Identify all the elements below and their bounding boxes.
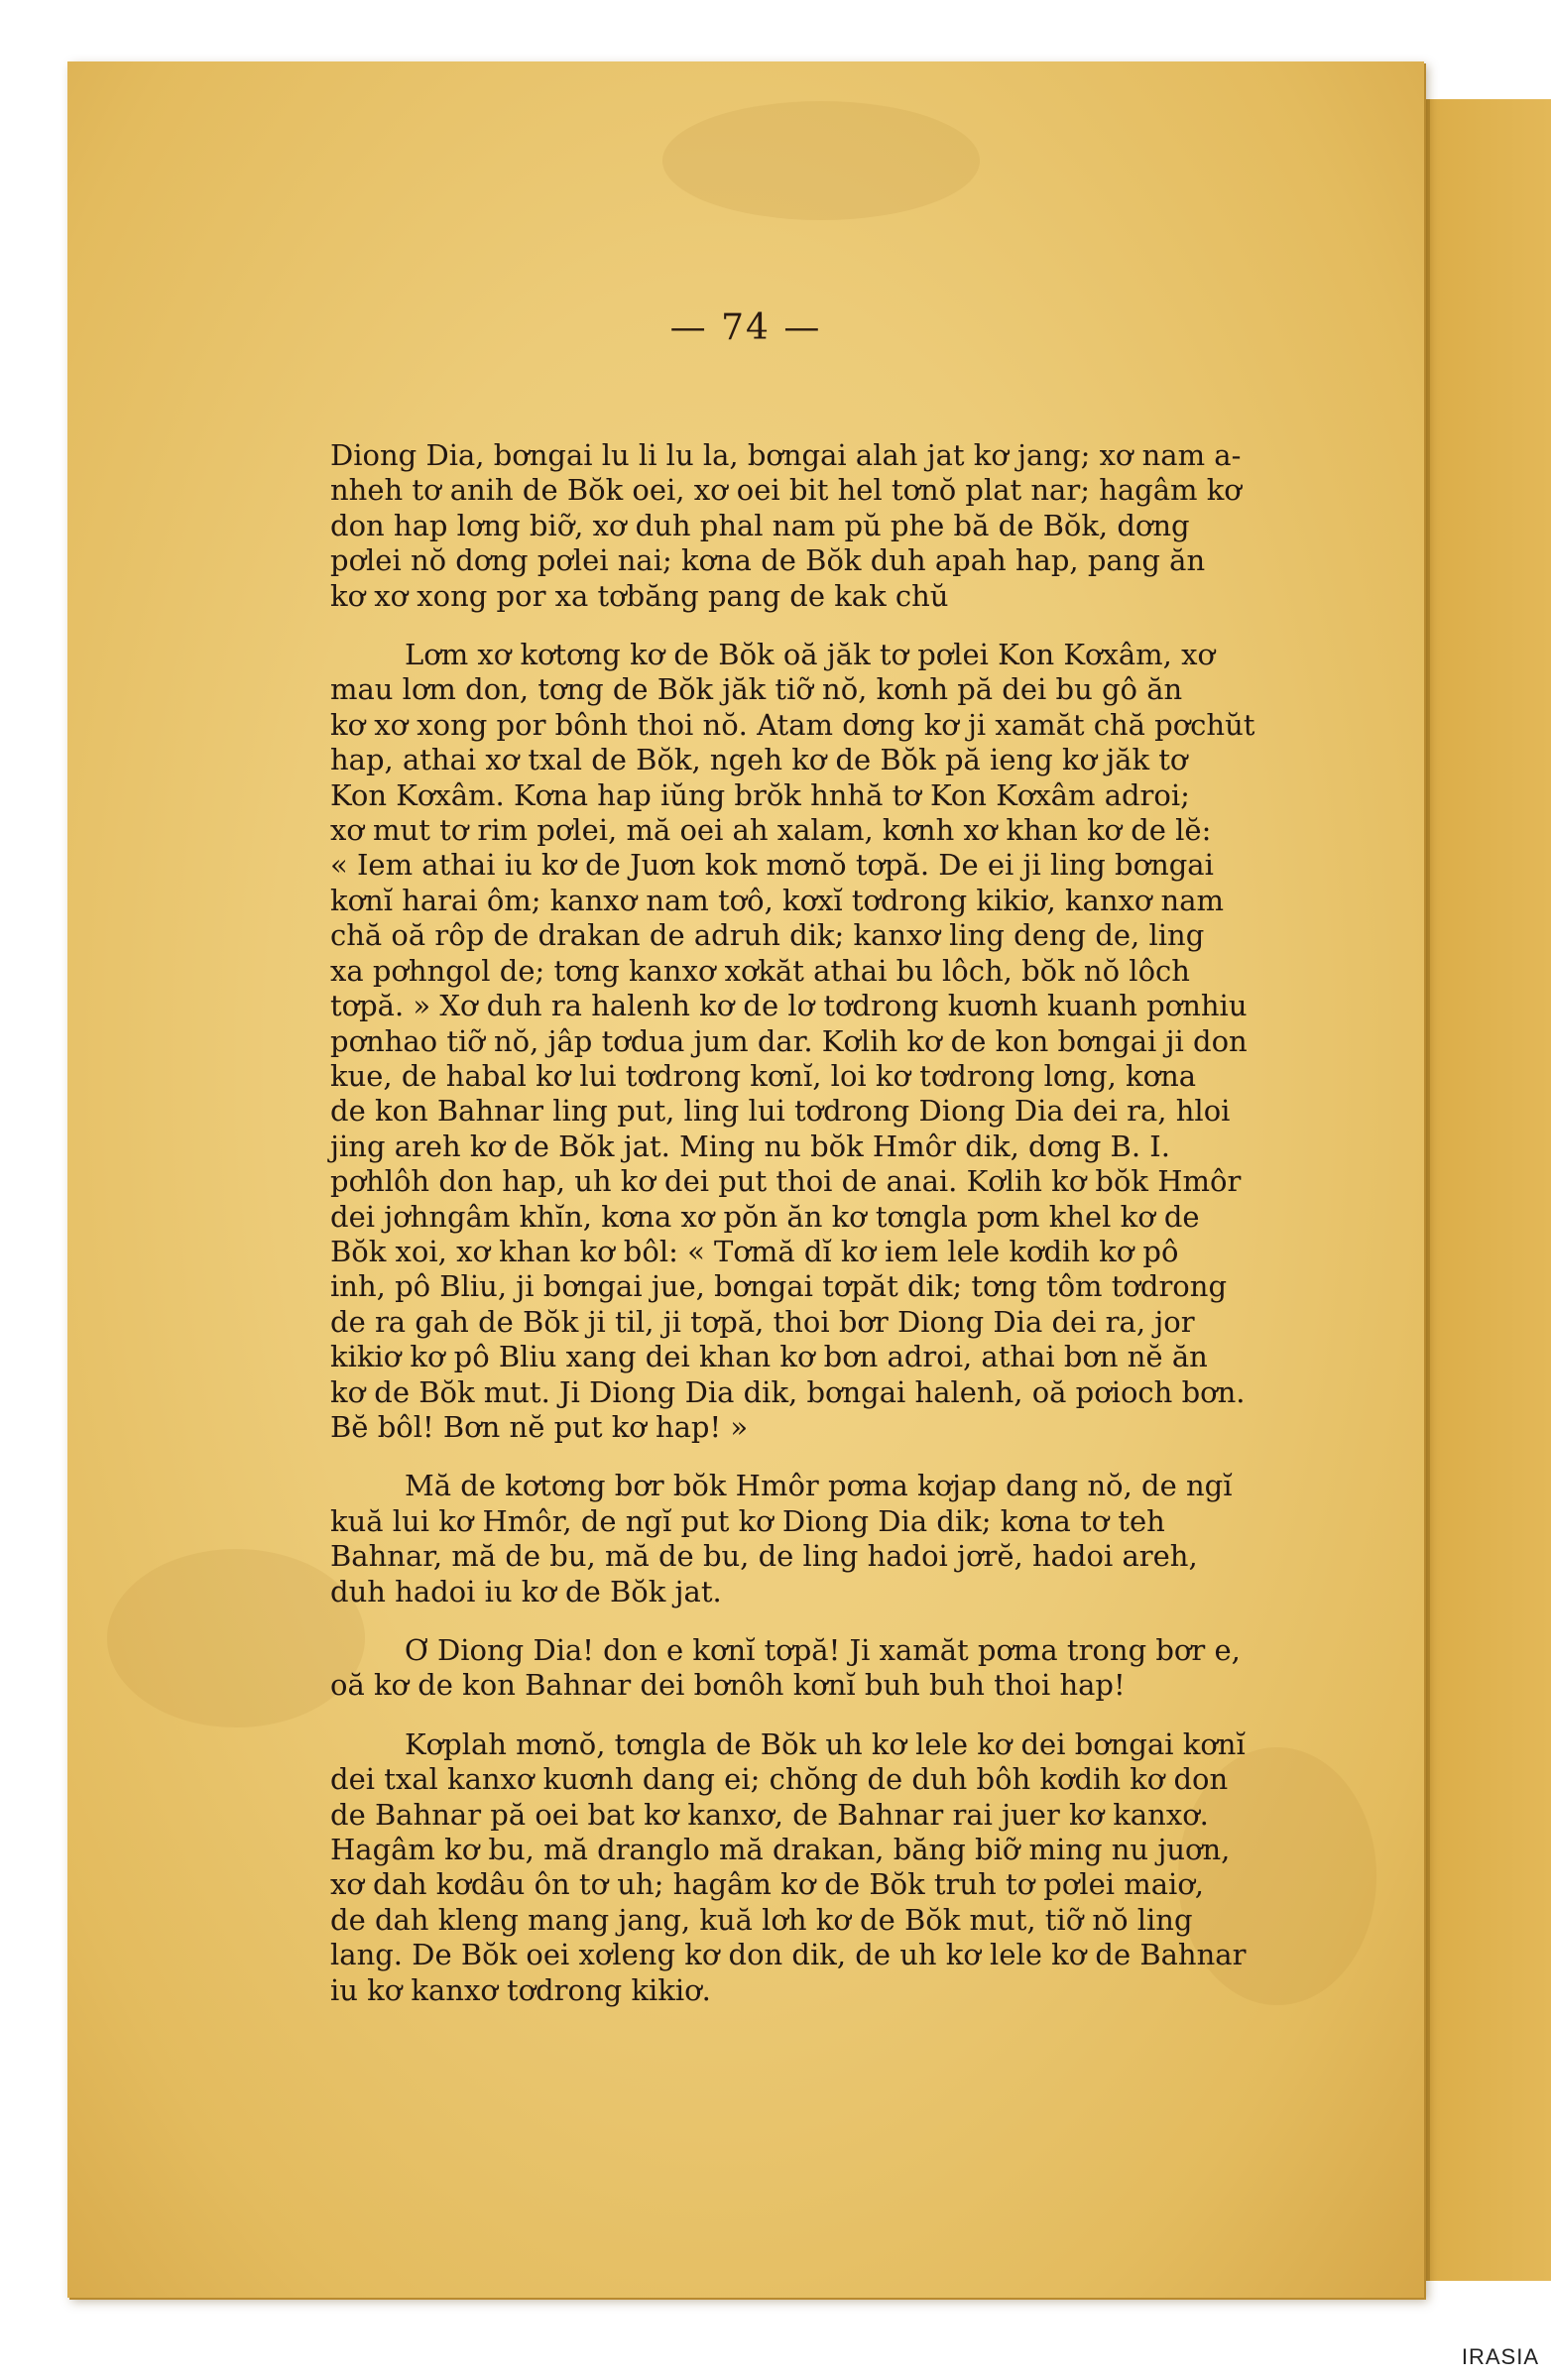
paragraph-3	[330, 1469, 1317, 1609]
text-line: kikiơ kơ pô Bliu xang dei khan kơ bơn adroi, athai bơn nĕ ăn	[330, 1340, 1208, 1374]
text-line: Bahnar, mă de bu, mă de bu, de ling hadoi jơrĕ, hadoi areh,	[330, 1539, 1198, 1574]
paper-stain	[662, 101, 980, 220]
text-line: Lơm xơ kơtơng kơ de Bŏk oă jăk tơ pơlei Kon Kơxâm, xơ	[405, 638, 1215, 672]
text-line: jing areh kơ de Bŏk jat. Ming nu bŏk Hmôr dik, dơng B. I.	[330, 1129, 1170, 1163]
text-line: nheh tơ anih de Bŏk oei, xơ oei bit hel tơnŏ plat nar; hagâm kơ	[330, 473, 1242, 508]
text-line: mau lơm don, tơng de Bŏk jăk tiỡ nŏ, kơnh pă dei bu gô ăn	[330, 672, 1183, 707]
text-line: duh hadoi iu kơ de Bŏk jat.	[330, 1574, 722, 1608]
text-line: Bĕ bôl! Bơn nĕ put kơ hap! »	[330, 1409, 749, 1444]
paragraph-4	[330, 1633, 1317, 1704]
text-line: Hagâm kơ bu, mă dranglo mă drakan, băng biỡ ming nu juơn,	[330, 1833, 1231, 1867]
text-line: iu kơ kanxơ tơdrong kikiơ.	[330, 1972, 711, 2007]
text-line: tơpă. » Xơ duh ra halenh kơ de lơ tơdrong kuơnh kuanh pơnhiu	[330, 989, 1248, 1023]
text-line: kơ xơ xong por xa tơbăng pang de kak chŭ	[330, 578, 949, 613]
text-line: don hap lơng biỡ, xơ duh phal nam pŭ phe bă de Bŏk, dơng	[330, 508, 1190, 542]
text-line: inh, pô Bliu, ji bơngai jue, bơngai tơpăt dik; tơng tôm tơdrong	[330, 1269, 1228, 1304]
text-line: Bŏk xoi, xơ khan kơ bôl: « Tơmă dĭ kơ iem lele kơdih kơ pô	[330, 1234, 1179, 1268]
text-line: kơ xơ xong por bônh thoi nŏ. Atam dơng kơ ji xamăt chă pơchŭt	[330, 707, 1255, 742]
text-line: oă kơ de kon Bahnar dei bơnôh kơnĭ buh buh thoi hap!	[330, 1668, 1126, 1703]
text-line: Kon Kơxâm. Kơna hap iŭng brŏk hnhă tơ Kon Kơxâm adroi;	[330, 777, 1190, 812]
text-line: pơlei nŏ dơng pơlei nai; kơna de Bŏk duh apah hap, pang ăn	[330, 543, 1206, 578]
text-line: xơ dah kơdâu ôn tơ uh; hagâm kơ de Bŏk truh tơ pơlei maiơ,	[330, 1867, 1205, 1902]
text-line: de ra gah de Bŏk ji til, ji tơpă, thoi bơr Diong Dia dei ra, jor	[330, 1304, 1195, 1339]
text-line: Kơplah mơnŏ, tơngla de Bŏk uh kơ lele kơ dei bơngai kơnĭ	[405, 1726, 1246, 1761]
text-line: xa pơhngol de; tơng kanxơ xơkăt athai bu lôch, bŏk nŏ lôch	[330, 953, 1190, 988]
text-line: Ơ Diong Dia! don e kơnĭ tơpă! Ji xamăt pơma trong bơr e,	[405, 1633, 1241, 1667]
text-line: xơ mut tơ rim pơlei, mă oei ah xalam, kơnh xơ khan kơ de lĕ:	[330, 813, 1212, 848]
text-line: pơhlôh don hap, uh kơ dei put thoi de anai. Kơlih kơ bŏk Hmôr	[330, 1164, 1242, 1199]
text-line: de Bahnar pă oei bat kơ kanxơ, de Bahnar rai juer kơ kanxơ.	[330, 1797, 1209, 1832]
text-line: kơ de Bŏk mut. Ji Diong Dia dik, bơngai halenh, oă pơioch bơn.	[330, 1374, 1246, 1409]
text-line: « Iem athai iu kơ de Juơn kok mơnŏ tơpă. De ei ji ling bơngai	[330, 848, 1214, 883]
text-line: chă oă rôp de drakan de adruh dik; kanxơ ling deng de, ling	[330, 918, 1205, 953]
text-line: kue, de habal kơ lui tơdrong kơnĭ, loi kơ tơdrong lơng, kơna	[330, 1058, 1197, 1093]
text-line: kơnĭ harai ôm; kanxơ nam tơô, kơxĭ tơdrong kikiơ, kanxơ nam	[330, 883, 1224, 917]
text-line: de kon Bahnar ling put, ling lui tơdrong Diong Dia dei ra, hloi	[330, 1094, 1231, 1129]
text-line: lang. De Bŏk oei xơleng kơ don dik, de uh kơ lele kơ de Bahnar	[330, 1938, 1247, 1972]
text-line: dei jơhngâm khĭn, kơna xơ pŏn ăn kơ tơngla pơm khel kơ de	[330, 1199, 1200, 1234]
watermark-label: IRASIA	[1461, 2344, 1539, 2369]
text-line: Mă de kơtơng bơr bŏk Hmôr pơma kơjap dang nŏ, de ngĭ	[405, 1469, 1233, 1503]
body-text	[330, 438, 1317, 2032]
text-line: de dah kleng mang jang, kuă lơh kơ de Bŏk mut, tiỡ nŏ ling	[330, 1902, 1193, 1937]
paragraph-5	[330, 1727, 1317, 2008]
text-line: pơnhao tiỡ nŏ, jâp tơdua jum dar. Kơlih kơ de kon bơngai ji don	[330, 1023, 1248, 1058]
paragraph-2	[330, 638, 1317, 1445]
text-line: dei txal kanxơ kuơnh dang ei; chŏng de duh bôh kơdih kơ don	[330, 1762, 1229, 1797]
text-line: Diong Dia, bơngai lu li lu la, bơngai alah jat kơ jang; xơ nam a-	[330, 438, 1242, 472]
back-sheet-edge	[1424, 99, 1430, 2281]
page-number: — 74 —	[669, 307, 822, 348]
paper-stain	[107, 1549, 365, 1727]
text-line: hap, athai xơ txal de Bŏk, ngeh kơ de Bŏk pă ieng kơ jăk tơ	[330, 743, 1188, 777]
book-page	[67, 61, 1424, 2298]
paragraph-1	[330, 438, 1317, 614]
text-line: kuă lui kơ Hmôr, de ngĭ put kơ Diong Dia dik; kơna tơ teh	[330, 1503, 1165, 1538]
